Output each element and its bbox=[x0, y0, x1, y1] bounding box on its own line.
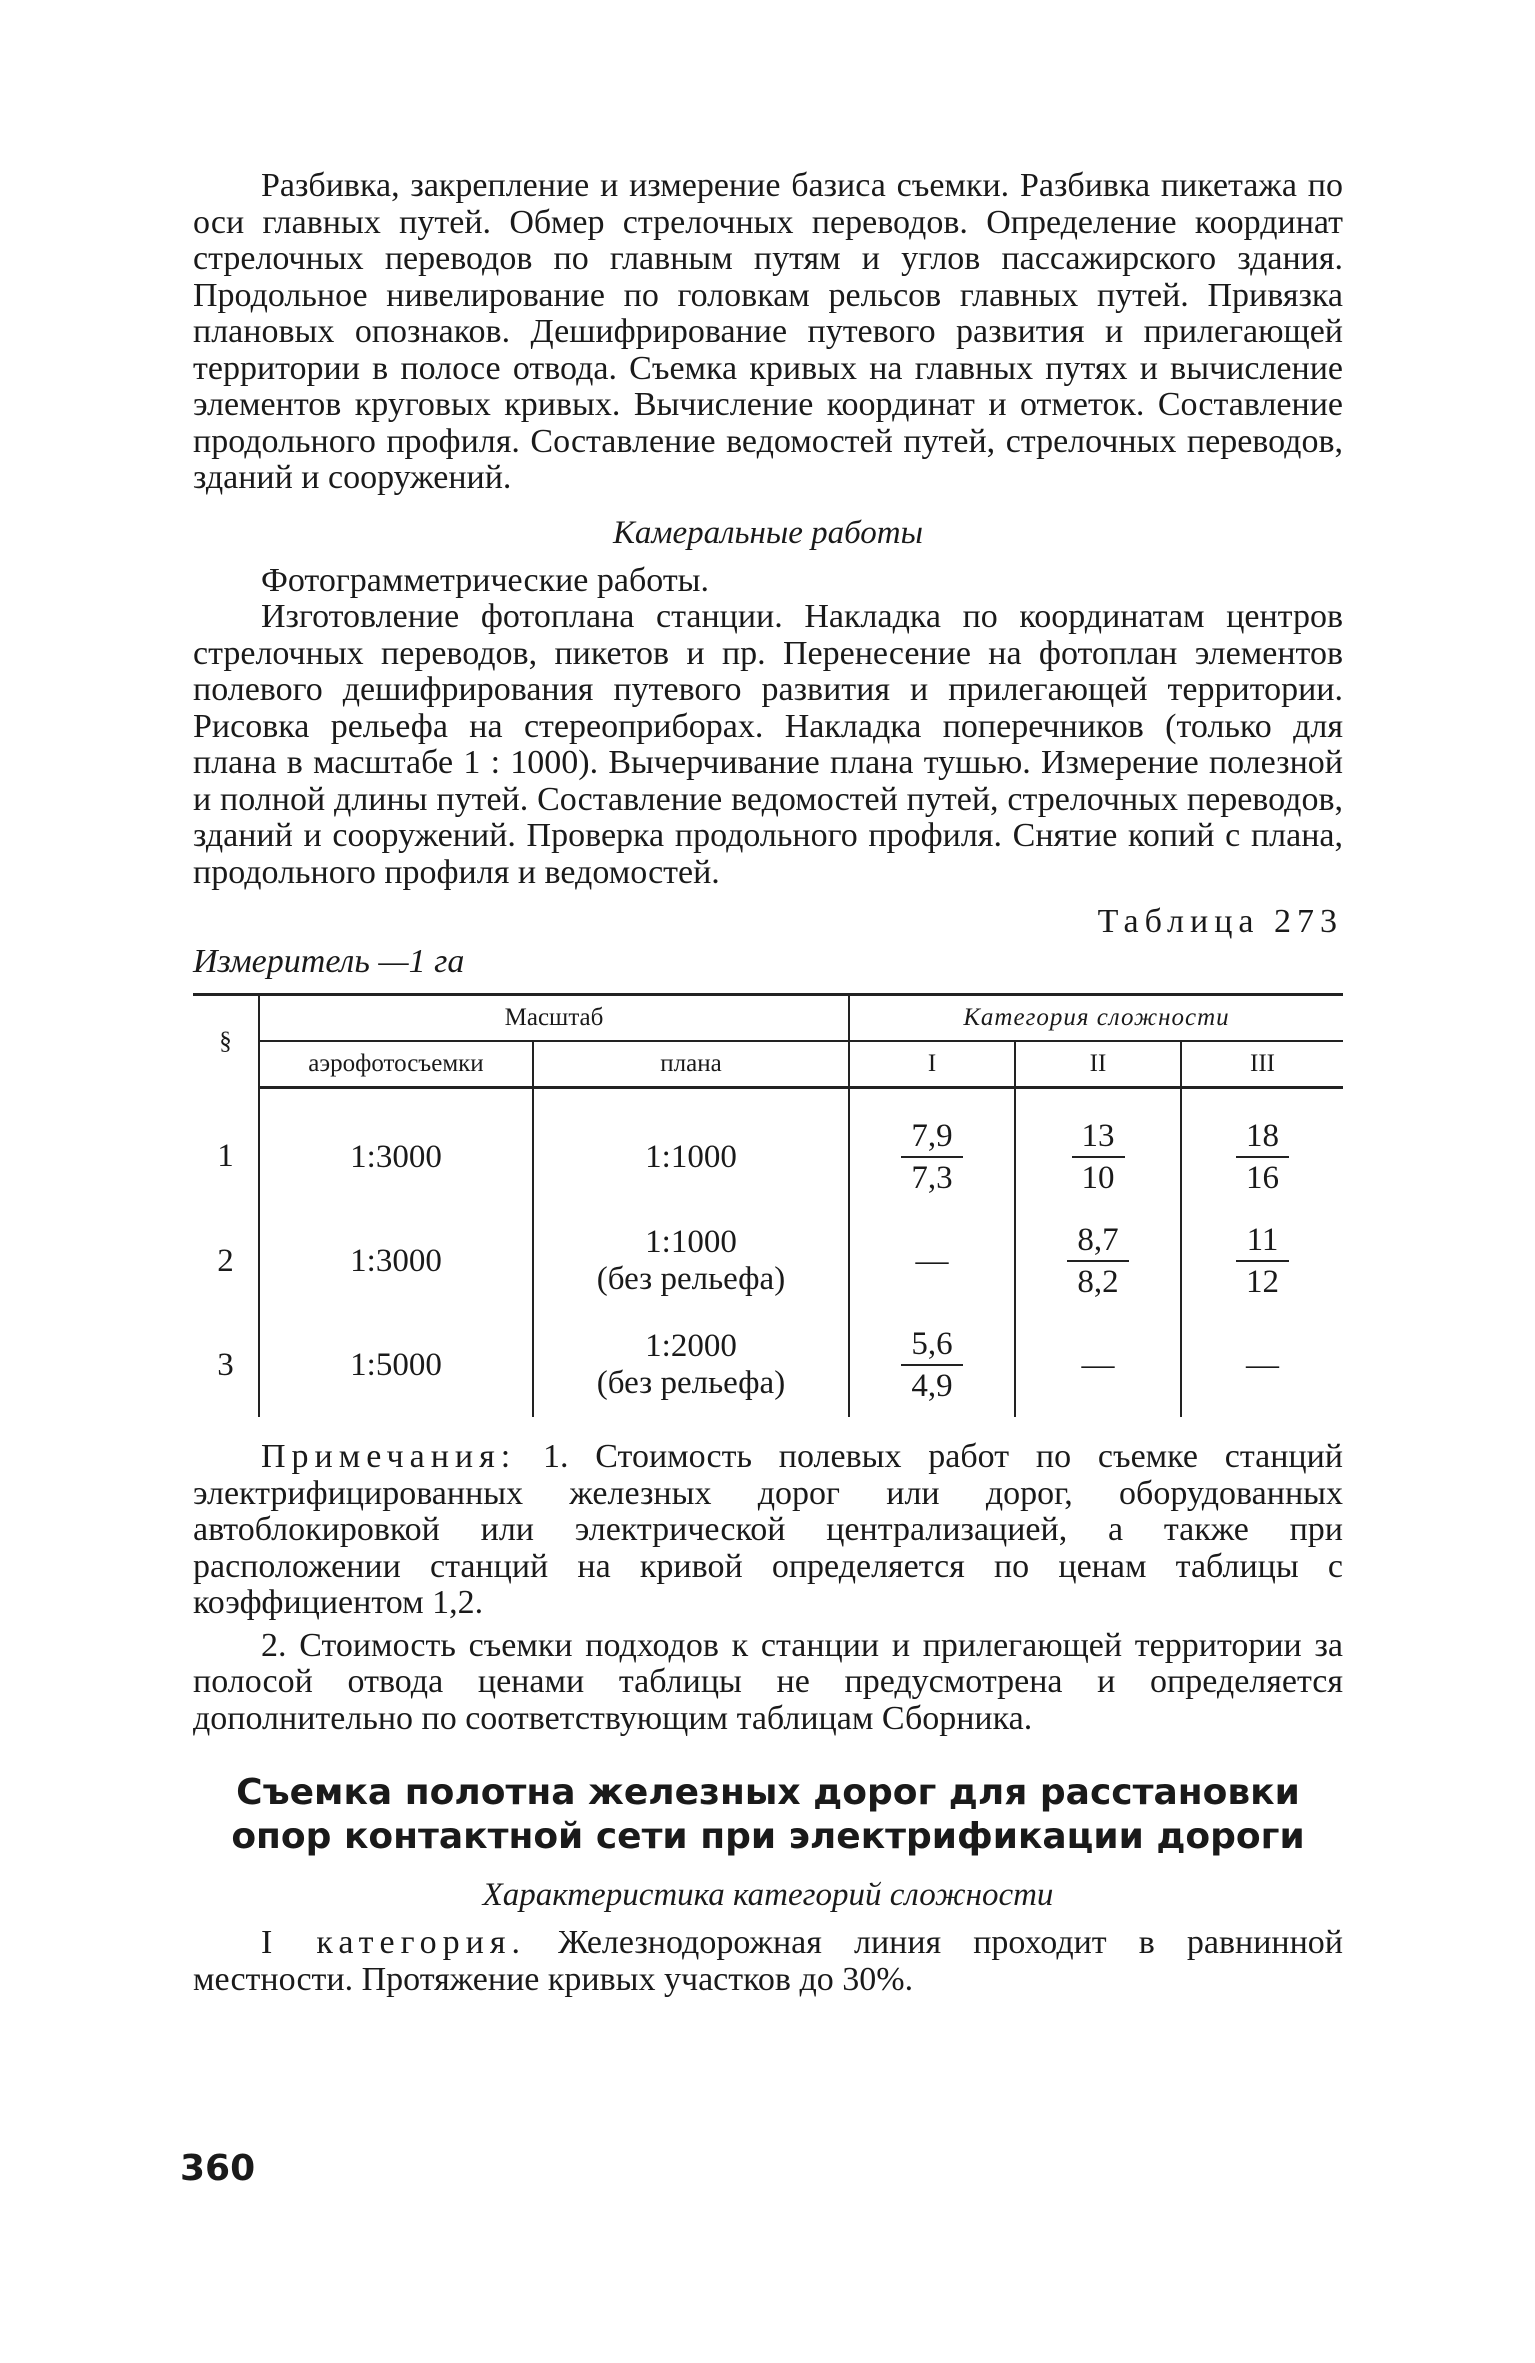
page-content bbox=[193, 168, 1343, 1998]
plan-scale: 1:1000 bbox=[645, 1138, 737, 1175]
cell-plan bbox=[533, 1313, 849, 1417]
numerator: 5,6 bbox=[901, 1324, 962, 1366]
header-section: § bbox=[193, 995, 259, 1088]
cell-cat-2 bbox=[1015, 1088, 1181, 1210]
numerator: 18 bbox=[1236, 1116, 1289, 1158]
fraction bbox=[1236, 1116, 1289, 1198]
fraction bbox=[901, 1116, 962, 1198]
category-1-paragraph bbox=[193, 1925, 1343, 1998]
cell-plan bbox=[533, 1088, 849, 1210]
numerator: 7,9 bbox=[901, 1116, 962, 1158]
numerator: 11 bbox=[1236, 1220, 1289, 1262]
cell-cat-2 bbox=[1015, 1209, 1181, 1313]
header-aerial: аэрофотосъемки bbox=[259, 1041, 533, 1088]
cell-cat-1 bbox=[849, 1088, 1015, 1210]
cell-cat-1 bbox=[849, 1313, 1015, 1417]
intro-paragraph: Разбивка, закрепление и измерение базиса съемки. Разбивка пикетажа по оси главных путей. Обмер стрелочных переводов. Определение координат стрелочных переводов по главным путям и углов пассажирского здания. Продольное нивелирование по головкам рельсов главных путей. Привязка плановых опознаков. Дешифрирование путевого развития и прилегающей территории в полосе отвода. Съемка кривых на главных путях и вычисление элементов круговых кривых. Вычисление координат и отметок. Составление продольного профиля. Составление ведомостей путей, стрелочных переводов, зданий и сооружений. bbox=[193, 167, 1343, 496]
cell-cat-2: — bbox=[1015, 1313, 1181, 1417]
header-scale: Масштаб bbox=[259, 995, 849, 1042]
cell-cat-1: — bbox=[849, 1209, 1015, 1313]
table-row bbox=[193, 1313, 1343, 1417]
header-complexity: Категория сложности bbox=[849, 995, 1343, 1042]
notes-label: Примечания: bbox=[261, 1438, 517, 1475]
denominator: 4,9 bbox=[911, 1368, 953, 1404]
photogrammetry-line: Фотограмметрические работы. bbox=[261, 561, 710, 599]
plan-note: (без рельефа) bbox=[596, 1365, 786, 1401]
denominator: 16 bbox=[1246, 1160, 1279, 1196]
fraction bbox=[1067, 1220, 1128, 1302]
section-title: Съемка полотна железных дорог для расстановки опор контактной сети при электрификации дороги bbox=[231, 1772, 1305, 1857]
table-caption-row bbox=[193, 903, 1343, 983]
header-cat-2: II bbox=[1015, 1041, 1181, 1088]
office-paragraph: Изготовление фотоплана станции. Накладка по координатам центров стрелочных переводов, пикетов и пр. Перенесение на фотоплан элементов полевого дешифрирования путевого развития и прилегающей территории. Рисовка рельефа на стереоприборах. Накладка поперечников (только для плана в масштабе 1 : 1000). Вычерчивание плана тушью. Измерение полезной и полной длины путей. Составление ведомостей путей, стрелочных переводов, зданий и сооружений. Проверка продольного профиля. Снятие копий с плана, продольного профиля и ведомостей. bbox=[193, 598, 1343, 891]
table-caption: Таблица 273 bbox=[1097, 903, 1343, 940]
note-2: 2. Стоимость съемки подходов к станции и прилегающей территории за полосой отвода ценами таблицы не предусмотрена и определяется дополнительно по соответствующим таблицам Сборника. bbox=[193, 1626, 1343, 1737]
note-1 bbox=[193, 1439, 1343, 1622]
cell-aerial: 1:3000 bbox=[259, 1088, 533, 1210]
cell-section: 1 bbox=[217, 1137, 234, 1174]
denominator: 7,3 bbox=[911, 1160, 953, 1196]
fraction bbox=[901, 1324, 962, 1406]
cell-aerial: 1:5000 bbox=[259, 1313, 533, 1417]
fraction bbox=[1236, 1220, 1289, 1302]
header-cat-3: III bbox=[1181, 1041, 1343, 1088]
table-row bbox=[193, 1209, 1343, 1313]
office-works-heading: Камеральные работы bbox=[613, 514, 923, 551]
header-cat-1: I bbox=[849, 1041, 1015, 1088]
data-table bbox=[193, 993, 1343, 1417]
denominator: 12 bbox=[1246, 1264, 1279, 1300]
cell-cat-3: — bbox=[1181, 1313, 1343, 1417]
numerator: 13 bbox=[1072, 1116, 1125, 1158]
denominator: 10 bbox=[1081, 1160, 1115, 1196]
cell-cat-3 bbox=[1181, 1209, 1343, 1313]
cell-cat-3 bbox=[1181, 1088, 1343, 1210]
notes bbox=[193, 1439, 1343, 1737]
table-unit: Измеритель —1 га bbox=[193, 943, 465, 980]
fraction bbox=[1072, 1116, 1125, 1198]
category-1-text: Железнодорожная линия проходит в равнинной местности. Протяжение кривых участков до 30%. bbox=[193, 1924, 1343, 1998]
table-row bbox=[193, 1088, 1343, 1210]
header-plan: плана bbox=[533, 1041, 849, 1088]
numerator: 8,7 bbox=[1067, 1220, 1128, 1262]
cell-section: 3 bbox=[217, 1346, 234, 1383]
plan-note: (без рельефа) bbox=[596, 1261, 786, 1297]
section-subtitle: Характеристика категорий сложности bbox=[482, 1877, 1054, 1913]
plan-scale: 1:2000 bbox=[645, 1328, 737, 1364]
plan-scale: 1:1000 bbox=[645, 1224, 737, 1260]
cell-aerial: 1:3000 bbox=[259, 1209, 533, 1313]
note-1-text: 1. Стоимость полевых работ по съемке станций электрифицированных железных дорог или дорог, оборудованных автоблокировкой или электрической централизацией, а также при расположении станций на кривой определяется по ценам таблицы с коэффициентом 1,2. bbox=[193, 1438, 1343, 1621]
denominator: 8,2 bbox=[1077, 1264, 1119, 1300]
page-number: 360 bbox=[180, 2148, 256, 2189]
category-1-label: I категория. bbox=[261, 1924, 526, 1961]
cell-plan bbox=[533, 1209, 849, 1313]
cell-section: 2 bbox=[217, 1242, 234, 1279]
